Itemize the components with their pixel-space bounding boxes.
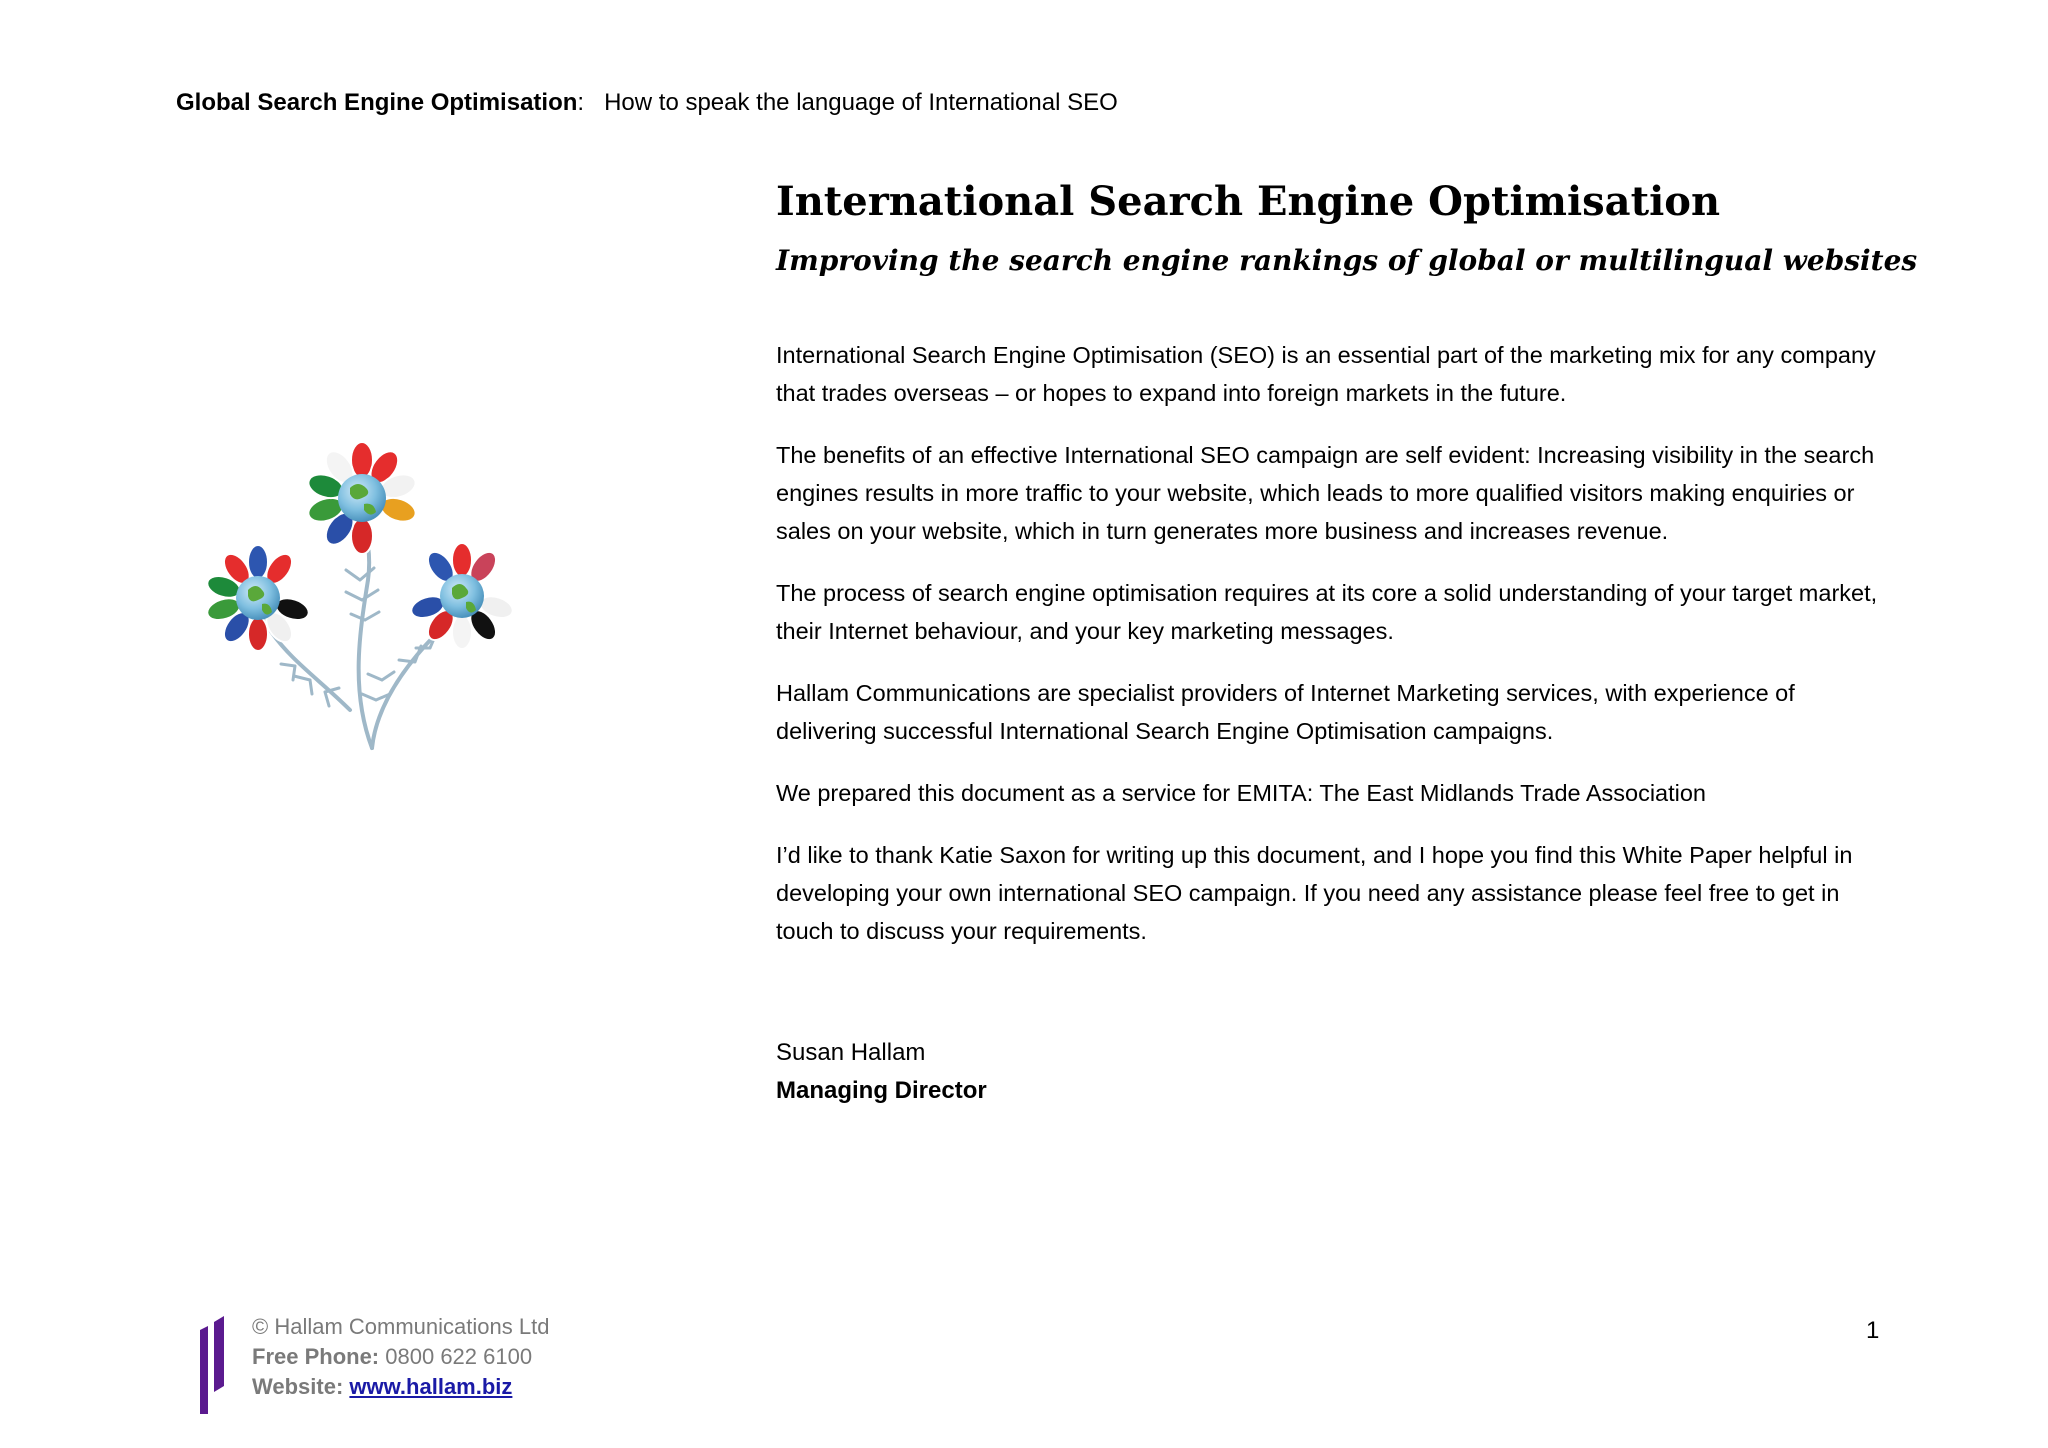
page-subtitle: Improving the search engine rankings of global or multilingual websites <box>776 244 1918 277</box>
paragraph: We prepared this document as a service for EMITA: The East Midlands Trade Association <box>776 780 1706 806</box>
body-text <box>776 336 1896 950</box>
paragraph: The benefits of an effective International SEO campaign are self evident: Increasing visibility in the search engines results in more traffic to your website, which leads to more qualified visitors making enquiries or sales on your website, which in turn generates more business and increases revenue. <box>776 442 1875 544</box>
hallam-logo-icon <box>196 1316 228 1416</box>
paragraph: International Search Engine Optimisation (SEO) is an essential part of the marketing mix for any company that trades overseas – or hopes to expand into foreign markets in the future. <box>776 342 1876 406</box>
footer-website-label: Website: <box>252 1374 344 1399</box>
footer-phone-value: 0800 622 6100 <box>385 1344 533 1369</box>
running-header <box>176 88 1118 118</box>
paragraph: Hallam Communications are specialist providers of Internet Marketing services, with experience of delivering successful International Search Engine Optimisation campaigns. <box>776 680 1795 744</box>
footer-copyright: © Hallam Communications Ltd <box>252 1314 550 1339</box>
header-doc-subtitle: How to speak the language of International SEO <box>604 89 1118 116</box>
footer <box>252 1312 549 1402</box>
footer-phone-label: Free Phone: <box>252 1344 380 1369</box>
main-content <box>776 176 1918 1110</box>
header-separator: : <box>577 89 585 116</box>
paragraph: I’d like to thank Katie Saxon for writing up this document, and I hope you find this White Paper helpful in developing your own international SEO campaign. If you need any assistance please feel free to get in touch to discuss your requirements. <box>776 842 1853 944</box>
page-number: 1 <box>1866 1317 1880 1344</box>
signature-block <box>776 1034 1896 1110</box>
website-link[interactable]: www.hallam.biz <box>349 1374 513 1399</box>
flag-flowers-globe-illustration <box>200 430 530 760</box>
signature-name: Susan Hallam <box>776 1039 926 1066</box>
page-title: International Search Engine Optimisation <box>776 178 1721 225</box>
paragraph: The process of search engine optimisation requires at its core a solid understanding of your target market, their Internet behaviour, and your key marketing messages. <box>776 580 1878 644</box>
footer-phone <box>252 1342 549 1372</box>
header-doc-title: Global Search Engine Optimisation <box>176 89 578 116</box>
signature-role: Managing Director <box>776 1077 987 1104</box>
footer-website <box>252 1372 549 1402</box>
